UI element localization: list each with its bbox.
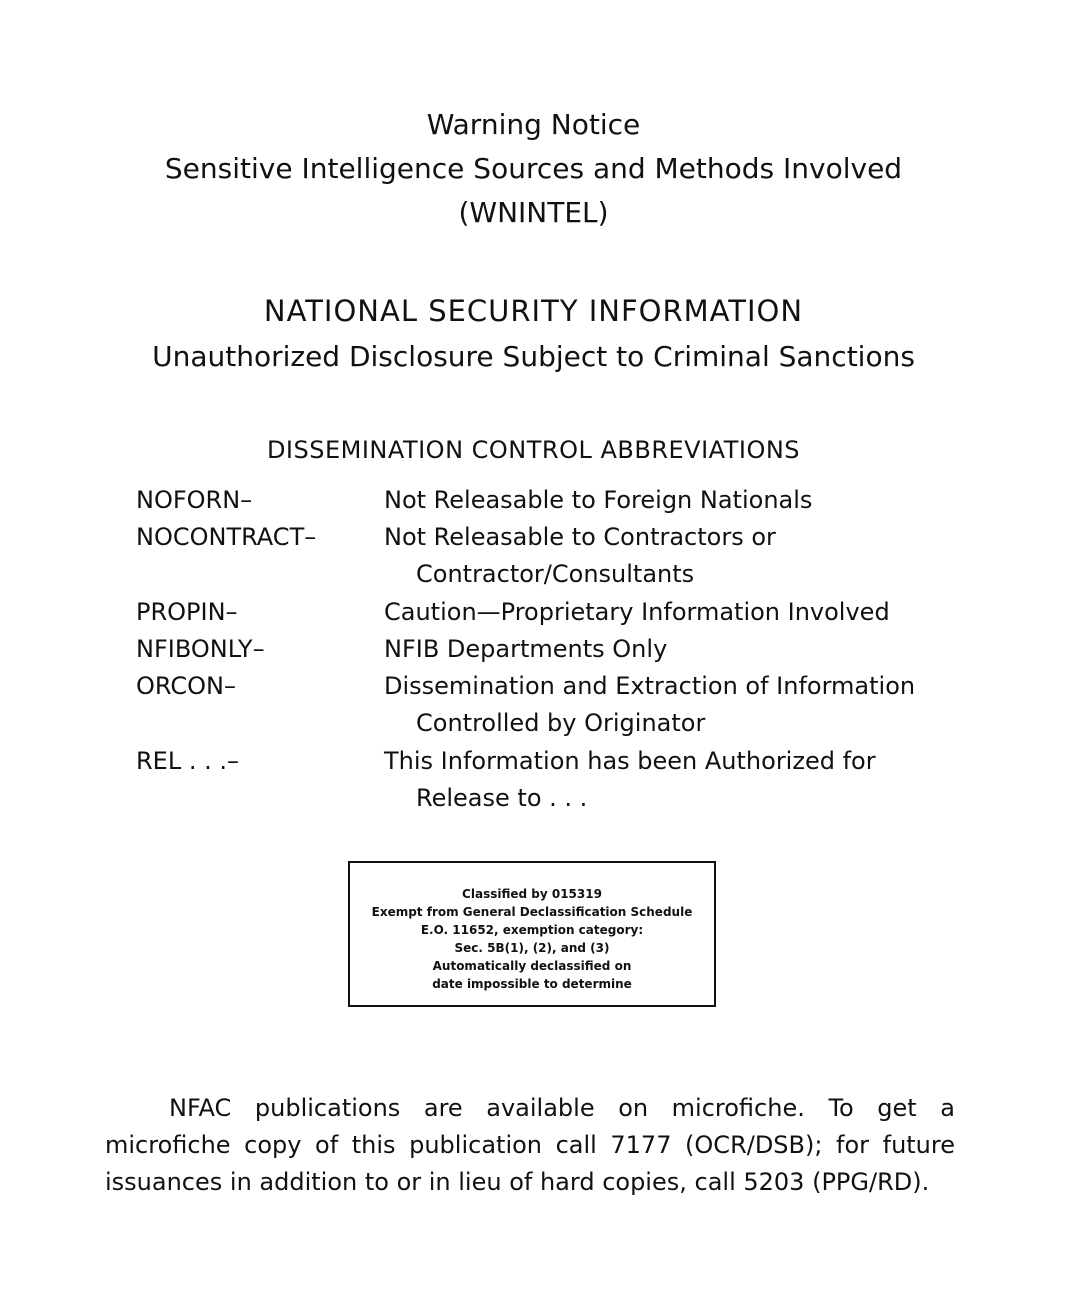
abbreviation-description-text: NFIB Departments Only xyxy=(384,635,668,663)
abbreviation-description xyxy=(384,594,890,631)
classification-line: Exempt from General Declassification Schedule xyxy=(371,905,693,919)
abbreviation-description-continued: Controlled by Originator xyxy=(416,709,706,737)
abbreviation-description xyxy=(384,743,876,817)
abbreviation-description-text: Dissemination and Extraction of Information xyxy=(384,672,916,700)
national-security-subtitle: Unauthorized Disclosure Subject to Criminal Sanctions xyxy=(152,340,915,373)
abbreviation-description-continued: Release to . . . xyxy=(416,784,588,812)
abbreviation-description xyxy=(384,482,812,519)
classification-box xyxy=(348,861,716,1007)
abbreviation-description-continued: Contractor/Consultants xyxy=(416,560,695,588)
abbreviation-code: ORCON– xyxy=(136,672,236,700)
abbreviation-code: PROPIN– xyxy=(136,598,238,626)
abbreviation-code: NFIBONLY– xyxy=(136,635,265,663)
abbreviation-description xyxy=(384,668,915,742)
national-security-title: NATIONAL SECURITY INFORMATION xyxy=(263,294,804,328)
warning-code: (WNINTEL) xyxy=(458,196,609,229)
abbreviation-description-text: Caution—Proprietary Information Involved xyxy=(384,598,890,626)
classification-line: E.O. 11652, exemption category: xyxy=(420,923,644,937)
abbreviation-code: NOCONTRACT– xyxy=(136,523,317,551)
dissemination-title: DISSEMINATION CONTROL ABBREVIATIONS xyxy=(266,436,801,464)
abbreviation-description-text: This Information has been Authorized for xyxy=(384,747,876,775)
abbreviation-description xyxy=(384,519,776,593)
abbreviation-description-text: Not Releasable to Foreign Nationals xyxy=(384,486,813,514)
abbreviation-description-text: Not Releasable to Contractors or xyxy=(384,523,776,551)
classification-line: Classified by 015319 xyxy=(462,887,602,901)
abbreviation-code: REL . . .– xyxy=(136,747,239,775)
abbreviation-code: NOFORN– xyxy=(136,486,253,514)
warning-title: Warning Notice xyxy=(426,108,641,141)
warning-subtitle: Sensitive Intelligence Sources and Methods Involved xyxy=(164,152,903,185)
classification-line: Automatically declassified on xyxy=(432,959,632,973)
classification-line: date impossible to determine xyxy=(432,977,632,991)
microfiche-notice: NFAC publications are available on microfiche. To get a microfiche copy of this publication call 7177 (OCR/DSB); for future issuances in addition to or in lieu of hard copies, call 5203 (PPG/RD). xyxy=(105,1094,955,1196)
abbreviation-description xyxy=(384,631,667,668)
classification-line: Sec. 5B(1), (2), and (3) xyxy=(454,941,610,955)
